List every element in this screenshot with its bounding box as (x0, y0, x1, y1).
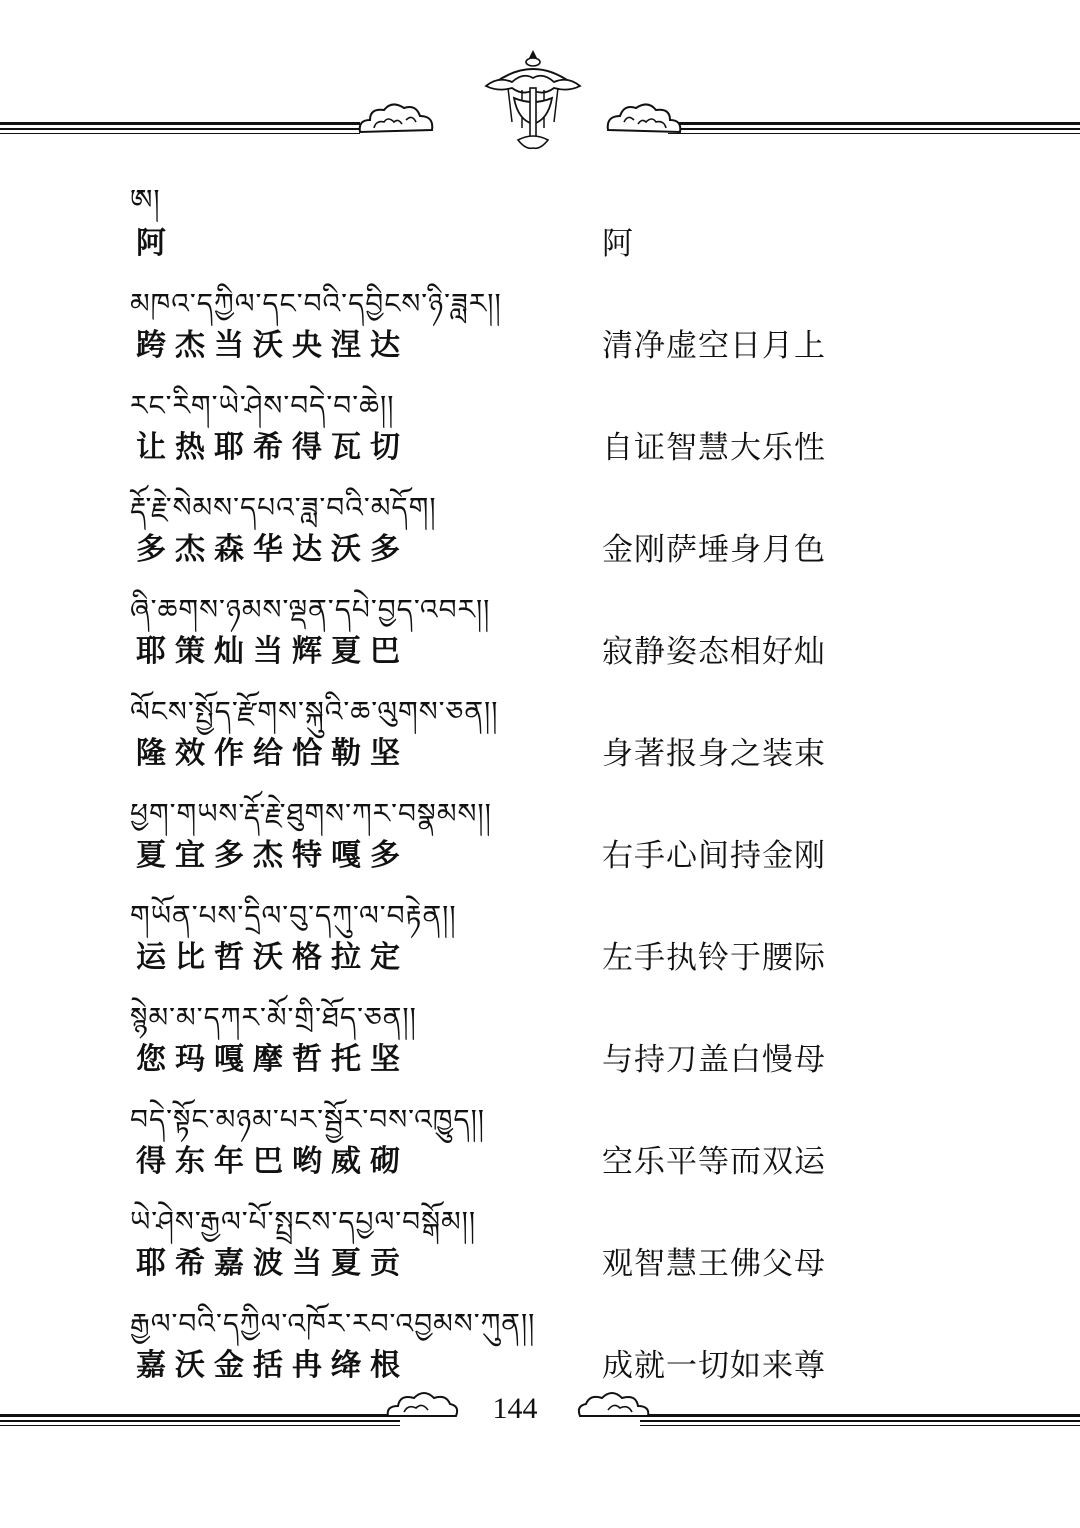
intro-meaning: 阿 (602, 226, 634, 262)
intro-translit: 阿 (136, 226, 175, 261)
verse-tibetan: གཡོན་པས་དྲིལ་བུ་དཀུ་ལ་བརྟེན།། (130, 899, 457, 932)
verse-tibetan: རང་རིག་ཡེ་ཤེས་བདེ་བ་ཆེ།། (130, 389, 395, 422)
auspicious-cloud-icon (356, 100, 436, 140)
verse-meaning: 寂静姿态相好灿 (602, 634, 826, 670)
verse-meaning: 左手执铃于腰际 (602, 940, 826, 976)
verse-tibetan: སྙེམ་མ་དཀར་མོ་གྲི་ཐོད་ཅན།། (130, 1001, 417, 1034)
parasol-umbrella-icon (478, 48, 588, 154)
verse-tibetan: ཕྱག་གཡས་རྡོ་རྗེ་ཐུགས་ཀར་བསྣམས།། (130, 797, 492, 830)
verse-translit: 耶策灿当辉夏巴 (136, 634, 409, 669)
verse-row (130, 422, 890, 466)
verse-translit: 夏宜多杰特嘎多 (136, 838, 409, 873)
verse-tibetan: རྡོ་རྗེ་སེམས་དཔའ་ཟླ་བའི་མདོག། (130, 491, 437, 524)
verse-tibetan: ལོངས་སྤྱོད་རྫོགས་སྐུའི་ཆ་ལུགས་ཅན།། (130, 695, 499, 728)
verse-meaning: 空乐平等而双运 (602, 1144, 826, 1180)
verse-meaning: 清净虚空日月上 (602, 328, 826, 364)
verse-meaning: 自证智慧大乐性 (602, 430, 826, 466)
footer-rule-right (640, 1412, 1080, 1432)
verse-meaning: 成就一切如来尊 (602, 1348, 826, 1384)
header-rule-left (0, 118, 360, 138)
page-number: 144 (492, 1392, 538, 1425)
auspicious-cloud-icon (384, 1388, 460, 1422)
auspicious-cloud-icon (604, 100, 684, 140)
verse-translit: 让热耶希得瓦切 (136, 430, 409, 465)
verse-translit: 得东年巴哟威砌 (136, 1144, 409, 1179)
verse-translit: 隆效作给恰勒坚 (136, 736, 409, 771)
verse-meaning: 金刚萨埵身月色 (602, 532, 826, 568)
verse-tibetan: རྒྱལ་བའི་དཀྱིལ་འཁོར་རབ་འབྱམས་ཀུན།། (130, 1307, 536, 1340)
verse-row (130, 626, 890, 670)
footer-rule-left (0, 1412, 400, 1432)
verse-tibetan: ཞི་ཆགས་ཉམས་ལྡན་དཔེ་བྱད་འབར།། (130, 593, 491, 626)
verse-row (130, 1340, 890, 1384)
verse-translit: 嘉沃金括冉绛根 (136, 1348, 409, 1383)
verse-translit: 运比哲沃格拉定 (136, 940, 409, 975)
intro-row (130, 218, 890, 262)
verse-meaning: 观智慧王佛父母 (602, 1246, 826, 1282)
verse-meaning: 右手心间持金刚 (602, 838, 826, 874)
verse-tibetan: ཡེ་ཤེས་རྒྱལ་པོ་སྤྲངས་དཔྱལ་བསྒོམ།། (130, 1205, 477, 1238)
intro-tibetan: ཨ། (130, 183, 161, 216)
verse-row (130, 728, 890, 772)
verse-tibetan: མཁའ་དཀྱིལ་དང་བའི་དབྱིངས་ཉི་ཟླར།། (130, 287, 502, 320)
verse-translit: 多杰森华达沃多 (136, 532, 409, 567)
verse-translit: 耶希嘉波当夏贡 (136, 1246, 409, 1281)
verse-row (130, 1238, 890, 1282)
verse-row (130, 524, 890, 568)
verse-row (130, 1136, 890, 1180)
verse-tibetan: བདེ་སྟོང་མཉམ་པར་སྦྱོར་བས་འཁྱུད།། (130, 1103, 486, 1136)
verse-row (130, 830, 890, 874)
verse-row (130, 1034, 890, 1078)
auspicious-cloud-icon (576, 1388, 652, 1422)
verse-row (130, 932, 890, 976)
verse-translit: 您玛嘎摩哲托坚 (136, 1042, 409, 1077)
header-rule-right (668, 118, 1080, 138)
verse-meaning: 与持刀盖白慢母 (602, 1042, 826, 1078)
verse-translit: 跨杰当沃央涅达 (136, 328, 409, 363)
verse-meaning: 身著报身之装束 (602, 736, 826, 772)
verse-row (130, 320, 890, 364)
